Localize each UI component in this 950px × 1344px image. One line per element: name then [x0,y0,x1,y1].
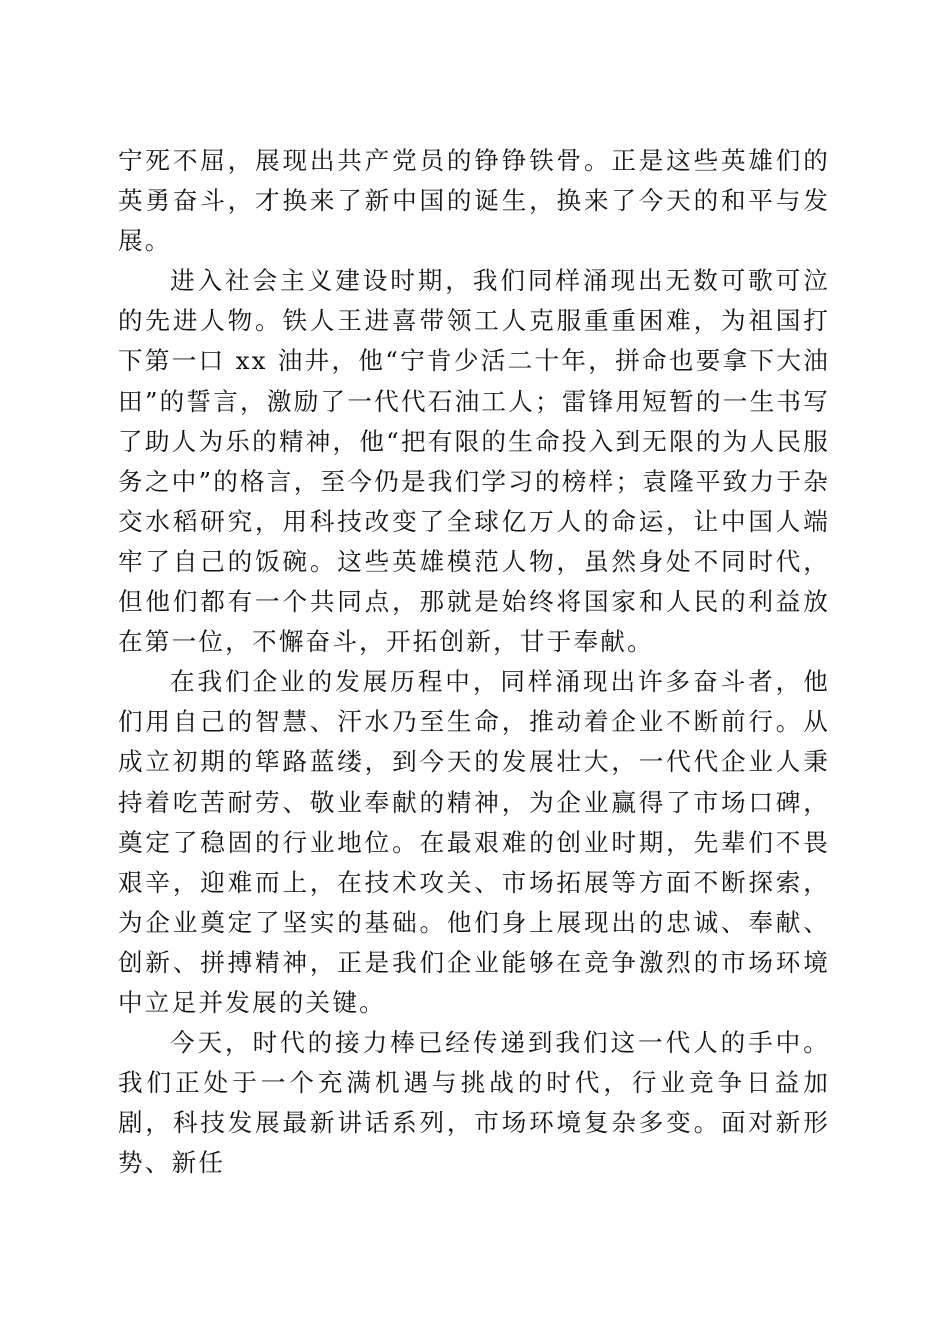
paragraph-4: 今天，时代的接力棒已经传递到我们这一代人的手中。我们正处于一个充满机遇与挑战的时代，行业竞争日益加剧，科技发展最新讲话系列，市场环境复杂多变。面对新形势、新任 [118,1028,830,1178]
paragraph-3: 在我们企业的发展历程中，同样涌现出许多奋斗者，他们用自己的智慧、汗水乃至生命，推动着企业不断前行。从成立初期的筚路蓝缕，到今天的发展壮大，一代代企业人秉持着吃苦耐劳、敬业奉献的精神，为企业赢得了市场口碑，奠定了稳固的行业地位。在最艰难的创业时期，先辈们不畏艰辛，迎难而上，在技术攻关、市场拓展等方面不断探索，为企业奠定了坚实的基础。他们身上展现出的忠诚、奉献、创新、拼搏精神，正是我们企业能够在竞争激烈的市场环境中立足并发展的关键。 [118,667,830,1017]
paragraph-1: 宁死不屈，展现出共产党员的铮铮铁骨。正是这些英雄们的英勇奋斗，才换来了新中国的诞生，换来了今天的和平与发展。 [118,146,830,256]
document-page [118,141,830,1183]
paragraph-2: 进入社会主义建设时期，我们同样涌现出无数可歌可泣的先进人物。铁人王进喜带领工人克服重重困难，为祖国打下第一口 xx 油井，他“宁肯少活二十年，拼命也要拿下大油田”的誓言，激励了一代代石油工人；雷锋用短暂的一生书写了助人为乐的精神，他“把有限的生命投入到无限的为人民服务之中”的格言，至今仍是我们学习的榜样；袁隆平致力于杂交水稻研究，用科技改变了全球亿万人的命运，让中国人端牢了自己的饭碗。这些英雄模范人物，虽然身处不同时代，但他们都有一个共同点，那就是始终将国家和人民的利益放在第一位，不懈奋斗，开拓创新，甘于奉献。 [118,266,830,657]
